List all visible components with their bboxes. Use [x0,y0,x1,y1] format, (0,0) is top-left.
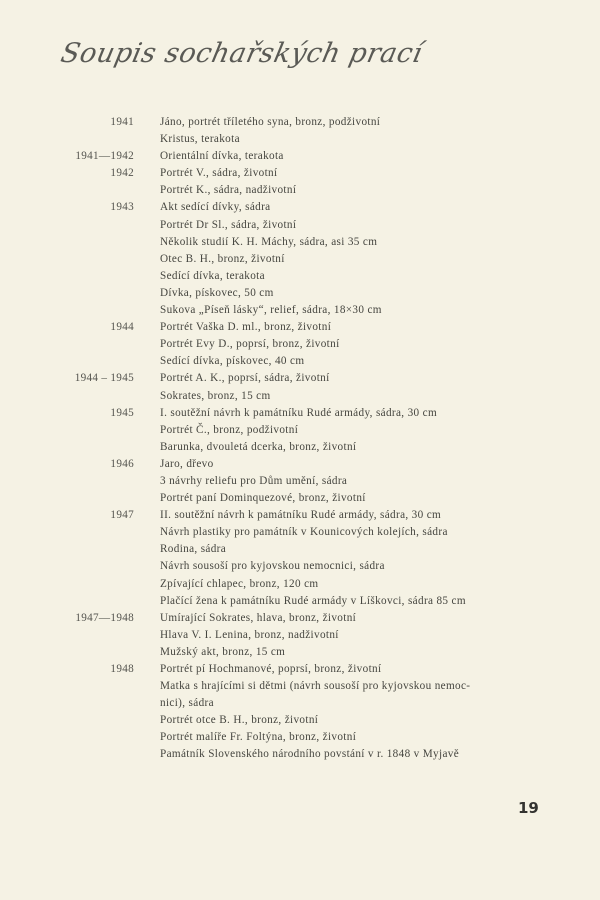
work-entry-text: Sedící dívka, pískovec, 40 cm [160,355,305,368]
work-entry-text: Umírající Sokrates, hlava, bronz, životní [160,611,357,624]
list-item [0,336,600,353]
list-item [0,319,600,336]
work-entry-text: Orientální dívka, terakota [160,150,284,163]
year-label: 1941 [110,116,134,128]
list-item [0,302,600,319]
page-number: 19 [518,799,539,817]
year-label: 1944 – 1945 [74,372,134,385]
list-item [0,234,600,251]
work-entry-text: Sedící dívka, terakota [160,269,265,282]
work-entry-text: Portrét K., sádra, nadživotní [160,184,297,197]
work-entry-text: Portrét V., sádra, životní [160,167,278,180]
list-item [0,695,600,712]
work-entry-text: Portrét Evy D., poprsí, bronz, životní [160,338,340,351]
list-item [0,217,600,234]
work-entry-text: Portrét otce B. H., bronz, životní [160,714,319,727]
year-label: 1946 [110,457,134,470]
work-entry-text: Sukova „Píseň lásky“, relief, sádra, 18×30 cm [160,304,382,317]
work-entry-text: Portrét Vaška D. ml., bronz, životní [160,321,332,334]
list-item [0,422,600,439]
work-entry-text: Sokrates, bronz, 15 cm [160,389,271,402]
list-item [0,746,600,763]
year-label: 1945 [110,406,134,419]
year-label: 1944 [110,321,134,334]
list-item [0,729,600,746]
year-label: 1942 [110,167,134,180]
list-item [0,661,600,678]
work-entry-text: Kristus, terakota [160,133,240,146]
year-label: 1947 [110,509,134,522]
work-entry-text: Zpívající chlapec, bronz, 120 cm [160,577,319,590]
list-item [0,165,600,182]
work-entry-text: Portrét paní Dominquezové, bronz, životní [160,492,366,505]
work-entry-text: Dívka, pískovec, 50 cm [160,286,274,299]
work-entry-text: Plačící žena k památníku Rudé armády v Líškovci, sádra 85 cm [160,594,466,607]
work-entry-text: Otec B. H., bronz, životní [160,252,285,265]
list-item [0,678,600,695]
list-item [0,148,600,165]
work-entry-text: nici), sádra [160,697,214,710]
work-entry-text: Portrét Č., bronz, podživotní [160,423,299,436]
work-entry-text: II. soutěžní návrh k památníku Rudé armády, sádra, 30 cm [160,509,442,522]
work-entry-text: Jáno, portrét tříletého syna, bronz, podživotní [160,116,381,128]
work-entry-text: Památník Slovenského národního povstání v r. 1848 v Myjavě [160,748,460,761]
list-item [0,285,600,302]
year-label: 1943 [110,201,134,214]
work-entry-text: I. soutěžní návrh k památníku Rudé armády, sádra, 30 cm [160,406,438,419]
work-entry-text: Matka s hrajícími si dětmi (návrh sousoší pro kyjovskou nemoc- [160,680,471,693]
work-entry-text: Mužský akt, bronz, 15 cm [160,645,286,658]
list-item [0,388,600,405]
work-entry-text: Rodina, sádra [160,543,227,556]
year-label: 1947—1948 [75,611,134,624]
list-item [0,456,600,473]
work-entry-text: Portrét malíře Fr. Foltýna, bronz, životní [160,731,357,744]
list-item [0,131,600,148]
year-label: 1948 [110,663,134,675]
works-list [0,114,600,764]
work-entry-text: Několik studií K. H. Máchy, sádra, asi 35 cm [160,235,378,248]
list-item [0,182,600,199]
list-item [0,576,600,593]
work-entry-text: Portrét Dr Sl., sádra, životní [160,218,297,231]
list-item [0,370,600,387]
list-item [0,268,600,285]
work-entry-text: Barunka, dvouletá dcerka, bronz, životní [160,440,357,453]
work-entry-text: Jaro, dřevo [160,457,214,470]
list-item [0,405,600,422]
list-item [0,524,600,541]
work-entry-text: Akt sedící dívky, sádra [160,201,271,214]
list-item [0,593,600,610]
list-item [0,541,600,558]
work-entry-text: 3 návrhy reliefu pro Dům umění, sádra [160,474,348,487]
list-item [0,627,600,644]
list-item [0,490,600,507]
list-item [0,353,600,370]
list-item [0,439,600,456]
page-title: Soupis sochařských prací [58,38,426,69]
list-item [0,114,600,131]
list-item [0,610,600,627]
work-entry-text: Návrh sousoší pro kyjovskou nemocnici, sádra [160,560,385,573]
list-item [0,644,600,661]
list-item [0,558,600,575]
year-label: 1941—1942 [75,150,134,163]
work-entry-text: Portrét A. K., poprsí, sádra, životní [160,372,330,385]
work-entry-text: Portrét pí Hochmanové, poprsí, bronz, životní [160,663,382,675]
work-entry-text: Návrh plastiky pro památník v Kounicových kolejích, sádra [160,526,448,539]
work-entry-text: Hlava V. I. Lenina, bronz, nadživotní [160,628,339,641]
list-item [0,199,600,216]
list-item [0,473,600,490]
list-item [0,251,600,268]
list-item [0,712,600,729]
list-item [0,507,600,524]
